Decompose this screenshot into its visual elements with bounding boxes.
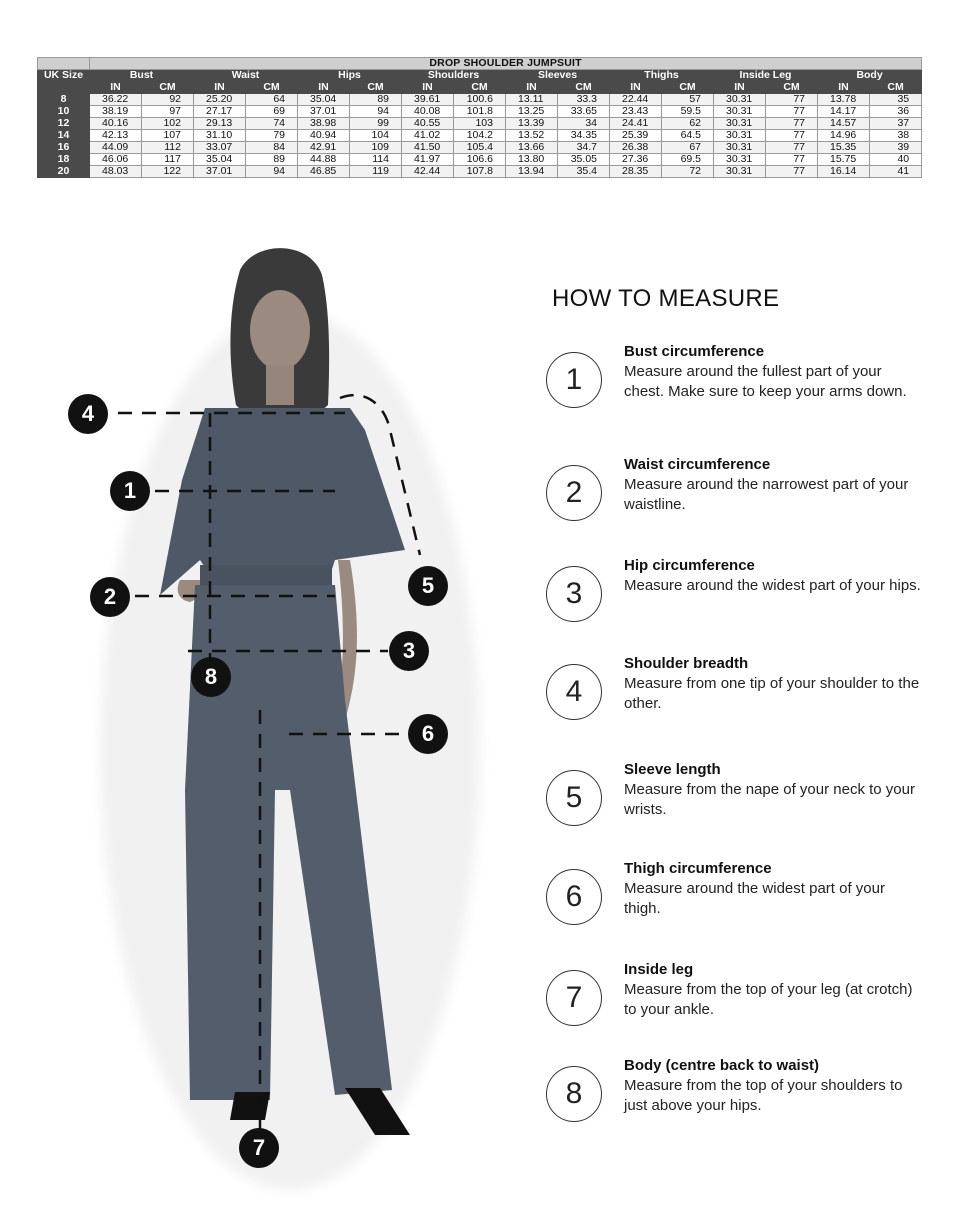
table-cell: 13.78 [818, 94, 870, 106]
marker-5: 5 [408, 566, 448, 606]
table-cell: 13.52 [506, 130, 558, 142]
table-row [38, 142, 922, 154]
table-cell: 94 [246, 166, 298, 178]
face-shape [250, 290, 310, 370]
table-cell: 30.31 [714, 106, 766, 118]
table-cell: 22.44 [610, 94, 662, 106]
table-cell: 89 [350, 94, 402, 106]
unit-header-cell: IN [90, 82, 142, 94]
step-description: Measure from the nape of your neck to your wrists. [624, 781, 915, 818]
model-figure [0, 230, 520, 1200]
table-cell: 34.7 [558, 142, 610, 154]
table-cell: 77 [766, 166, 818, 178]
table-cell: 34.35 [558, 130, 610, 142]
marker-4: 4 [68, 394, 108, 434]
table-cell: 64.5 [662, 130, 714, 142]
table-cell: 77 [766, 142, 818, 154]
table-cell: 72 [662, 166, 714, 178]
step-description: Measure around the narrowest part of your waistline. [624, 476, 909, 513]
table-cell: 34 [558, 118, 610, 130]
step-number-circle: 2 [546, 465, 602, 521]
table-cell: 57 [662, 94, 714, 106]
unit-header-cell: CM [558, 82, 610, 94]
table-cell: 46.06 [90, 154, 142, 166]
table-cell: 77 [766, 106, 818, 118]
table-cell: 33.07 [194, 142, 246, 154]
step-title: Waist circumference [624, 456, 771, 473]
table-cell: 39 [870, 142, 922, 154]
group-header-hips: Hips [298, 70, 402, 82]
unit-header-cell: IN [402, 82, 454, 94]
table-cell: 40.16 [90, 118, 142, 130]
table-cell: 38.19 [90, 106, 142, 118]
table-cell: 15.35 [818, 142, 870, 154]
table-cell: 30.31 [714, 130, 766, 142]
table-cell: 13.11 [506, 94, 558, 106]
step-bust [546, 343, 926, 472]
table-cell: 27.17 [194, 106, 246, 118]
table-cell: 62 [662, 118, 714, 130]
table-cell: 26.38 [610, 142, 662, 154]
table-cell: 40 [870, 154, 922, 166]
step-number-circle: 4 [546, 664, 602, 720]
table-cell: 30.31 [714, 142, 766, 154]
table-cell: 30.31 [714, 154, 766, 166]
table-cell: 107.8 [454, 166, 506, 178]
marker-2: 2 [90, 577, 130, 617]
marker-6: 6 [408, 714, 448, 754]
step-text [624, 556, 924, 596]
table-cell: 23.43 [610, 106, 662, 118]
table-cell: 30.31 [714, 94, 766, 106]
table-cell: 64 [246, 94, 298, 106]
table-cell: 69 [246, 106, 298, 118]
table-cell: 67 [662, 142, 714, 154]
table-cell: 33.65 [558, 106, 610, 118]
how-to-measure-title: HOW TO MEASURE [552, 285, 780, 312]
group-header-thighs: Thighs [610, 70, 714, 82]
table-cell: 37 [870, 118, 922, 130]
step-number-circle: 8 [546, 1066, 602, 1122]
table-cell: 14.17 [818, 106, 870, 118]
group-header-body: Body [818, 70, 922, 82]
unit-header-cell: IN [610, 82, 662, 94]
table-title-spacer [38, 58, 90, 70]
step-number-circle: 5 [546, 770, 602, 826]
step-title: Shoulder breadth [624, 655, 749, 672]
table-cell: 36.22 [90, 94, 142, 106]
unit-header-cell: CM [662, 82, 714, 94]
table-cell: 79 [246, 130, 298, 142]
uk-size-header: UK Size [38, 70, 90, 82]
size-cell: 14 [38, 130, 90, 142]
table-cell: 114 [350, 154, 402, 166]
table-cell: 105.4 [454, 142, 506, 154]
table-cell: 42.44 [402, 166, 454, 178]
table-cell: 44.88 [298, 154, 350, 166]
table-cell: 30.31 [714, 166, 766, 178]
group-header-bust: Bust [90, 70, 194, 82]
table-cell: 92 [142, 94, 194, 106]
neck-shape [266, 365, 294, 405]
step-description: Measure around the widest part of your thigh. [624, 880, 885, 917]
table-cell: 104.2 [454, 130, 506, 142]
step-number-circle: 3 [546, 566, 602, 622]
table-cell: 117 [142, 154, 194, 166]
table-body [38, 94, 922, 178]
table-cell: 44.09 [90, 142, 142, 154]
size-cell: 12 [38, 118, 90, 130]
table-cell: 41 [870, 166, 922, 178]
table-cell: 30.31 [714, 118, 766, 130]
table-cell: 102 [142, 118, 194, 130]
table-cell: 42.13 [90, 130, 142, 142]
table-cell: 27.36 [610, 154, 662, 166]
table-cell: 35.05 [558, 154, 610, 166]
marker-3: 3 [389, 631, 429, 671]
table-cell: 39.61 [402, 94, 454, 106]
table-cell: 107 [142, 130, 194, 142]
table-cell: 13.39 [506, 118, 558, 130]
unit-header-cell: IN [194, 82, 246, 94]
table-cell: 25.39 [610, 130, 662, 142]
table-cell: 16.14 [818, 166, 870, 178]
unit-header-cell: CM [246, 82, 298, 94]
step-description: Measure around the widest part of your hips. [624, 577, 921, 594]
unit-header-cell: CM [766, 82, 818, 94]
table-cell: 13.25 [506, 106, 558, 118]
step-text [624, 654, 924, 714]
table-cell: 94 [350, 106, 402, 118]
step-title: Thigh circumference [624, 860, 772, 877]
step-title: Hip circumference [624, 557, 755, 574]
table-row [38, 166, 922, 178]
step-title: Sleeve length [624, 761, 721, 778]
table-cell: 84 [246, 142, 298, 154]
table-row [38, 118, 922, 130]
table-cell: 28.35 [610, 166, 662, 178]
table-cell: 40.55 [402, 118, 454, 130]
group-header-sleeves: Sleeves [506, 70, 610, 82]
table-cell: 42.91 [298, 142, 350, 154]
step-number-circle: 6 [546, 869, 602, 925]
table-cell: 25.20 [194, 94, 246, 106]
waistband-shape [200, 565, 332, 587]
step-text [624, 859, 924, 919]
table-cell: 14.57 [818, 118, 870, 130]
unit-header-cell: IN [818, 82, 870, 94]
table-cell: 40.08 [402, 106, 454, 118]
table-cell: 89 [246, 154, 298, 166]
step-text [624, 960, 924, 1020]
marker-1: 1 [110, 471, 150, 511]
model-illustration [0, 230, 520, 1200]
size-cell: 10 [38, 106, 90, 118]
step-number-circle: 7 [546, 970, 602, 1026]
group-header-inside-leg: Inside Leg [714, 70, 818, 82]
step-description: Measure from one tip of your shoulder to the other. [624, 675, 920, 712]
table-cell: 97 [142, 106, 194, 118]
table-title-row [38, 58, 922, 70]
table-cell: 13.66 [506, 142, 558, 154]
unit-header-cell: CM [454, 82, 506, 94]
table-cell: 38.98 [298, 118, 350, 130]
table-cell: 77 [766, 130, 818, 142]
table-cell: 109 [350, 142, 402, 154]
table-cell: 13.80 [506, 154, 558, 166]
table-row [38, 94, 922, 106]
table-cell: 33.3 [558, 94, 610, 106]
table-cell: 24.41 [610, 118, 662, 130]
unit-header-spacer [38, 82, 90, 94]
group-header-waist: Waist [194, 70, 298, 82]
table-cell: 31.10 [194, 130, 246, 142]
table-row [38, 130, 922, 142]
step-description: Measure from the top of your leg (at crotch) to your ankle. [624, 981, 913, 1018]
table-cell: 41.50 [402, 142, 454, 154]
table-cell: 38 [870, 130, 922, 142]
size-chart-table [37, 57, 922, 178]
table-cell: 40.94 [298, 130, 350, 142]
table-cell: 41.02 [402, 130, 454, 142]
table-cell: 13.94 [506, 166, 558, 178]
table-cell: 103 [454, 118, 506, 130]
table-cell: 99 [350, 118, 402, 130]
marker-8: 8 [191, 657, 231, 697]
table-cell: 59.5 [662, 106, 714, 118]
step-text [624, 342, 924, 402]
table-row [38, 106, 922, 118]
table-cell: 37.01 [194, 166, 246, 178]
table-cell: 48.03 [90, 166, 142, 178]
table-cell: 15.75 [818, 154, 870, 166]
unit-header-cell: IN [298, 82, 350, 94]
table-cell: 77 [766, 118, 818, 130]
unit-header-cell: IN [506, 82, 558, 94]
step-text [624, 1056, 924, 1116]
table-cell: 122 [142, 166, 194, 178]
step-body [546, 1057, 926, 1186]
marker-7: 7 [239, 1128, 279, 1168]
step-number-circle: 1 [546, 352, 602, 408]
table-cell: 106.6 [454, 154, 506, 166]
table-cell: 41.97 [402, 154, 454, 166]
table-unit-header-row [38, 82, 922, 94]
table-cell: 69.5 [662, 154, 714, 166]
table-cell: 112 [142, 142, 194, 154]
unit-header-cell: CM [870, 82, 922, 94]
table-cell: 35.04 [194, 154, 246, 166]
table-cell: 37.01 [298, 106, 350, 118]
table-row [38, 154, 922, 166]
table-cell: 46.85 [298, 166, 350, 178]
step-description: Measure around the fullest part of your chest. Make sure to keep your arms down. [624, 363, 907, 400]
table-cell: 35.04 [298, 94, 350, 106]
unit-header-cell: CM [142, 82, 194, 94]
table-cell: 14.96 [818, 130, 870, 142]
unit-header-cell: CM [350, 82, 402, 94]
step-text [624, 760, 924, 820]
table-group-header-row [38, 70, 922, 82]
left-shoe-shape [230, 1092, 270, 1120]
size-cell: 18 [38, 154, 90, 166]
table-cell: 77 [766, 154, 818, 166]
step-text [624, 455, 924, 515]
group-header-shoulders: Shoulders [402, 70, 506, 82]
table-title: DROP SHOULDER JUMPSUIT [90, 58, 922, 70]
table-cell: 74 [246, 118, 298, 130]
size-cell: 8 [38, 94, 90, 106]
table-cell: 101.8 [454, 106, 506, 118]
table-cell: 77 [766, 94, 818, 106]
step-title: Inside leg [624, 961, 694, 978]
step-description: Measure from the top of your shoulders to just above your hips. [624, 1077, 903, 1114]
step-title: Body (centre back to waist) [624, 1057, 820, 1074]
table-cell: 100.6 [454, 94, 506, 106]
table-cell: 104 [350, 130, 402, 142]
table-cell: 35.4 [558, 166, 610, 178]
table-cell: 119 [350, 166, 402, 178]
unit-header-cell: IN [714, 82, 766, 94]
table-cell: 29.13 [194, 118, 246, 130]
step-title: Bust circumference [624, 343, 765, 360]
table-cell: 35 [870, 94, 922, 106]
size-cell: 20 [38, 166, 90, 178]
size-cell: 16 [38, 142, 90, 154]
table-cell: 36 [870, 106, 922, 118]
